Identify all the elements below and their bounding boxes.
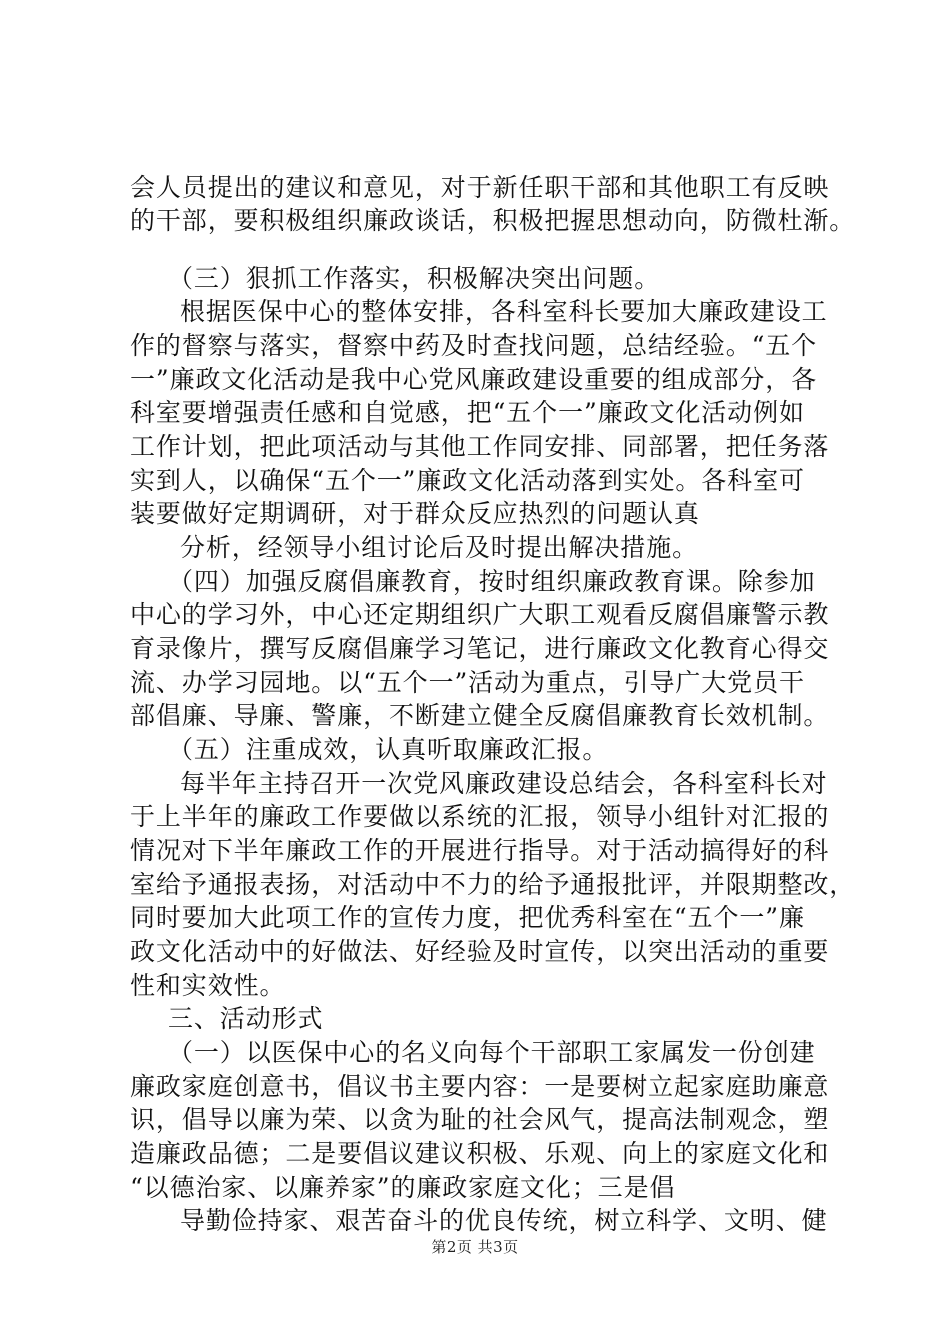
- text-line: 部倡廉、导廉、警廉，不断建立健全反腐倡廉教育长效机制。: [130, 701, 830, 730]
- text-line: 性和实效性。: [130, 971, 286, 1000]
- text-line: 廉政家庭创意书，倡议书主要内容：一是要树立起家庭助廉意: [130, 1072, 830, 1101]
- text-line: 情况对下半年廉政工作的开展进行指导。对于活动搞得好的科: [130, 836, 830, 865]
- page-footer: 第2页 共3页: [431, 1238, 519, 1256]
- text-line: 每半年主持召开一次党风廉政建设总结会，各科室科长对: [180, 769, 828, 798]
- section-heading: （三）狠抓工作落实，积极解决突出问题。: [168, 264, 661, 293]
- text-line: 一”廉政文化活动是我中心党风廉政建设重要的组成部分，各: [130, 365, 818, 394]
- text-line: 政文化活动中的好做法、好经验及时宣传，以突出活动的重要: [130, 937, 830, 966]
- text-line: 装要做好定期调研，对于群众反应热烈的问题认真: [130, 499, 700, 528]
- text-line: 的干部，要积极组织廉政谈话，积极把握思想动向，防微杜渐。: [130, 206, 856, 235]
- text-line: 识，倡导以廉为荣、以贪为耻的社会风气，提高法制观念，塑: [130, 1105, 830, 1134]
- text-line: （一）以医保中心的名义向每个干部职工家属发一份创建: [168, 1038, 816, 1067]
- text-line: 于上半年的廉政工作要做以系统的汇报，领导小组针对汇报的: [130, 802, 830, 831]
- text-line: 分析，经领导小组讨论后及时提出解决措施。: [180, 533, 699, 562]
- section-heading: 三、活动形式: [168, 1004, 324, 1033]
- section-heading: （五）注重成效，认真听取廉政汇报。: [168, 735, 609, 764]
- text-line: 根据医保中心的整体安排，各科室科长要加大廉政建设工: [180, 297, 828, 326]
- text-line: 同时要加大此项工作的宣传力度，把优秀科室在“五个一”廉: [130, 903, 805, 932]
- text-line: 科室要增强责任感和自觉感，把“五个一”廉政文化活动例如: [130, 398, 805, 427]
- text-line: 工作计划，把此项活动与其他工作同安排、同部署，把任务落: [130, 432, 830, 461]
- text-line: 育录像片，撰写反腐倡廉学习笔记，进行廉政文化教育心得交: [130, 634, 830, 663]
- text-line: 作的督察与落实，督察中药及时查找问题，总结经验。“五个: [130, 331, 818, 360]
- text-line: 实到人，以确保“五个一”廉政文化活动落到实处。各科室可: [130, 466, 805, 495]
- text-line: 中心的学习外，中心还定期组织广大职工观看反腐倡廉警示教: [130, 600, 830, 629]
- text-line: 会人员提出的建议和意见，对于新任职干部和其他职工有反映: [130, 173, 830, 202]
- text-line: 导勤俭持家、艰苦奋斗的优良传统，树立科学、文明、健: [180, 1206, 828, 1235]
- section-heading: （四）加强反腐倡廉教育，按时组织廉政教育课。除参加: [168, 567, 816, 596]
- text-line: 造廉政品德；二是要倡议建议积极、乐观、向上的家庭文化和: [130, 1139, 830, 1168]
- text-line: 室给予通报表扬，对活动中不力的给予通报批评，并限期整改，: [130, 870, 856, 899]
- text-line: 流、办学习园地。以“五个一”活动为重点，引导广大党员干: [130, 668, 805, 697]
- text-line: “以德治家、以廉养家”的廉政家庭文化；三是倡: [130, 1173, 676, 1202]
